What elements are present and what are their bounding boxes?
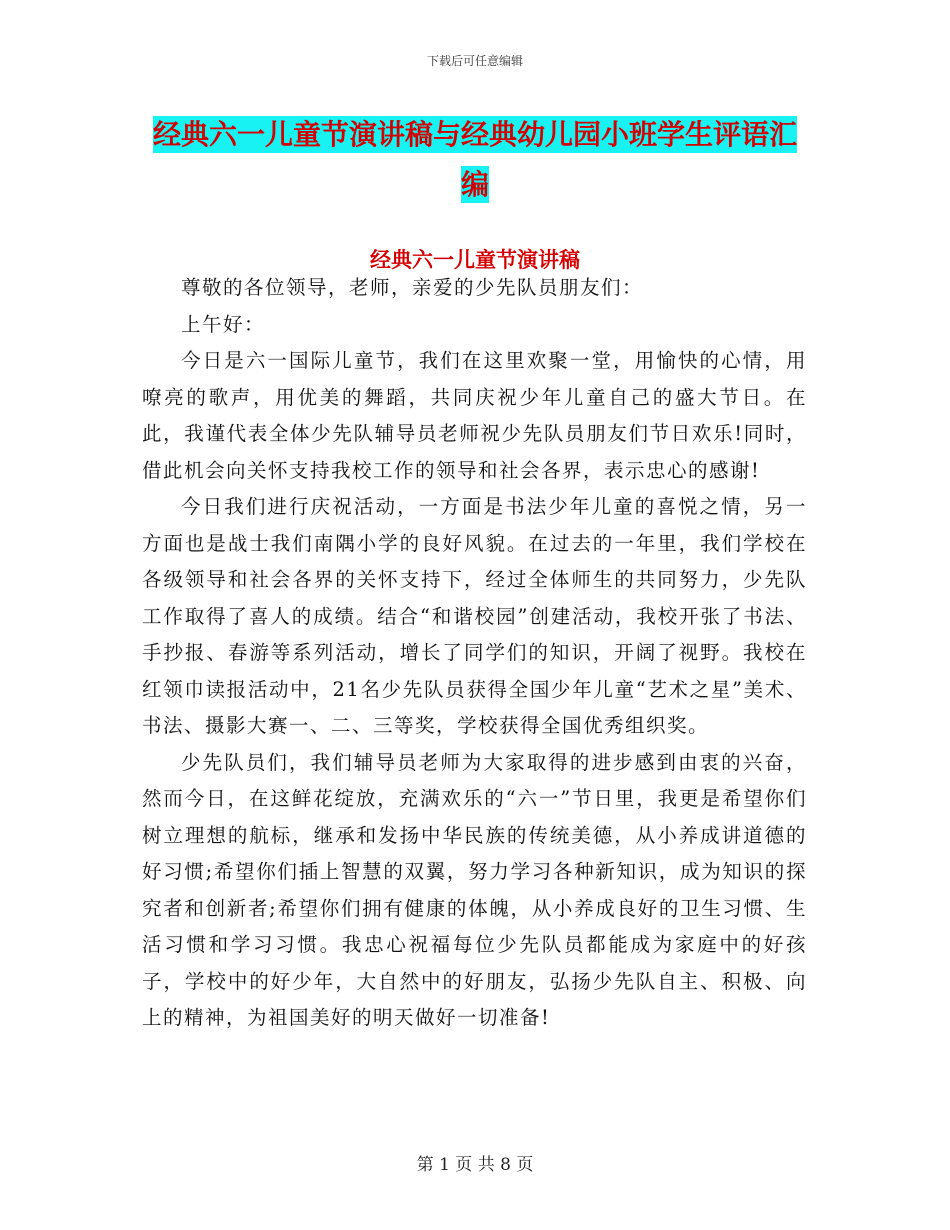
page-footer: 第 1 页 共 8 页 xyxy=(416,1155,534,1175)
paragraph-1: 今日是六一国际儿童节，我们在这里欢聚一堂，用愉快的心情，用嘹亮的歌声，用优美的舞蹈，共同庆祝少年儿童自己的盛大节日。在此，我谨代表全体少先队辅导员老师祝少先队员朋友们节日欢乐!同时，借此机会向关怀支持我校工作的领导和社会各界，表示忠心的感谢! xyxy=(142,349,807,482)
body-text xyxy=(142,270,807,1037)
title-line-1: 经典六一儿童节演讲稿与经典幼儿园小班学生评语汇 xyxy=(152,118,797,151)
paragraph-3: 少先队员们，我们辅导员老师为大家取得的进步感到由衷的兴奋，然而今日，在这鲜花绽放，充满欢乐的“六一”节日里，我更是希望你们树立理想的航标，继承和发扬中华民族的传统美德，从小养成讲道德的好习惯;希望你们插上智慧的双翼，努力学习各种新知识，成为知识的探究者和创新者;希望你们拥有健康的体魄，从小养成良好的卫生习惯、生活习惯和学习习惯。我忠心祝福每位少先队员都能成为家庭中的好孩子，学校中的好少年，大自然中的好朋友，弘扬少先队自主、积极、向上的精神，为祖国美好的明天做好一切准备! xyxy=(142,750,807,1029)
paragraph-salutation: 尊敬的各位领导，老师，亲爱的少先队员朋友们： xyxy=(181,276,644,299)
header-note: 下载后可任意编辑 xyxy=(426,54,523,68)
section-heading: 经典六一儿童节演讲稿 xyxy=(370,248,580,272)
paragraph-2: 今日我们进行庆祝活动，一方面是书法少年儿童的喜悦之情，另一方面也是战士我们南隅小学的良好风貌。在过去的一年里，我们学校在各级领导和社会各界的关怀支持下，经过全体师生的共同努力，少先队工作取得了喜人的成绩。结合“和谐校园”创建活动，我校开张了书法、手抄报、春游等系列活动，增长了同学们的知识，开阔了视野。我校在红领巾读报活动中，21名少先队员获得全国少年儿童“艺术之星”美术、书法、摄影大赛一、二、三等奖，学校获得全国优秀组织奖。 xyxy=(142,495,807,737)
title-line-2: 编 xyxy=(460,168,489,201)
document-title xyxy=(140,110,810,210)
paragraph-greeting: 上午好： xyxy=(181,312,266,336)
